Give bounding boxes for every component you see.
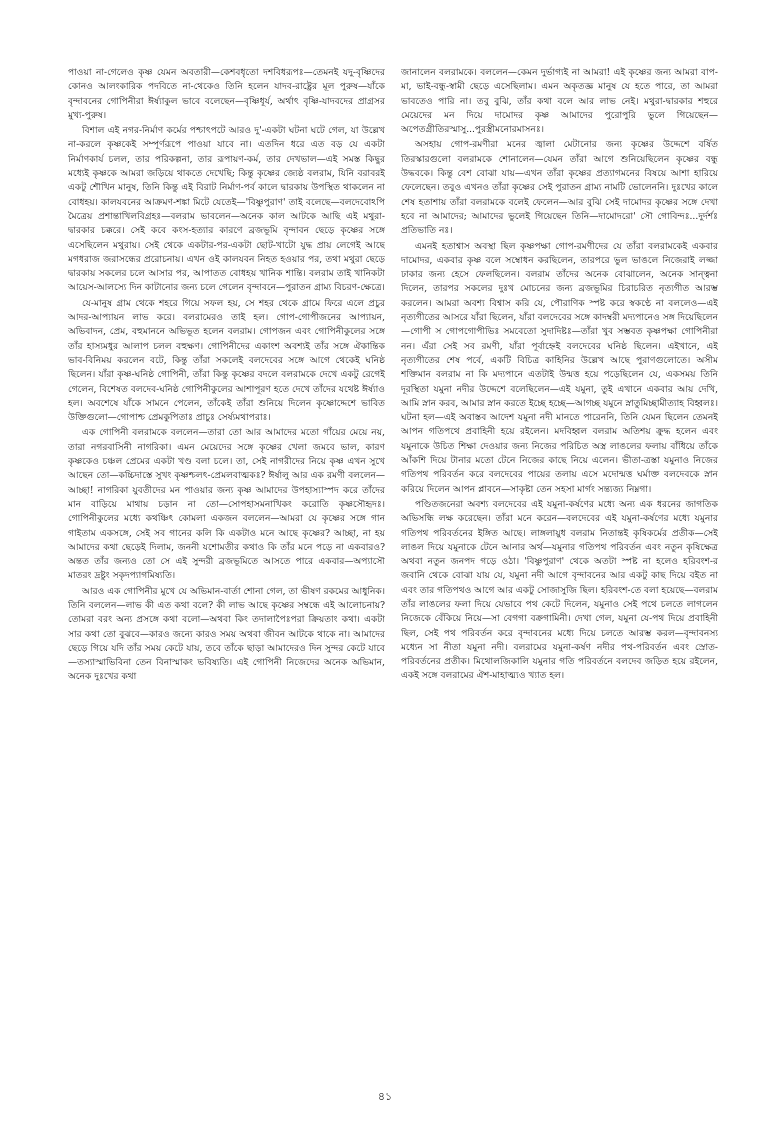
paragraph: আরও এক গোপিনীর মুখে যে অভিমান-বার্তা শোনা গেল, তা ভীষণ রকমের আধুনিক। তিনি বললেন—লাভ কী এত কথা বলে? কী লাভ আছে কৃষ্ণের সম্বন্ধে এই আলোচনায়? তোমরা বরং অন্য প্রসঙ্গে কথা বলো—অথবা কিং তদালাপৈঃপরা ক্রিয়তাং কথা। একটা সার কথা তো বুঝবে—কারও জন্যে কারও সময় অথবা জীবন আটকে থাকে না। আমাদের ছেড়ে গিয়ে যদি তাঁর সময় কেটে যায়, তবে তাঁকে ছাড়া আমাদেরও দিন সুন্দর কেটে যাবে—তস্যাস্মাভিবিনা তেন বিনাস্মাকং ভবিষ্যতি। এই গোপিনী নিজেদের অনেক অভিমান, অনেক দুঃখের কথা: [68, 586, 385, 683]
left-column: [68, 66, 385, 1076]
paragraph: এমনই হতাশ্বাস অবস্থা ছিল কৃষ্ণপক্ষা গোপ-রমণীদের যে তাঁরা বলরামকেই একবার দামোদর, একবার কৃষ্ণ বলে সম্বোধন করছিলেন, তারপরে ভুল ভাঙলে নিজেরাই লজ্জা ঢাকার জন্য হেসে ফেলছিলেন। বলরাম তাঁদের অনেক বোঝালেন, অনেক সান্ত্বনা দিলেন, তারপর সকলের দুঃখ মোচনের জন্য ব্রজভূমির চিরাচরিত নৃত্যগীত আরম্ভ করলেন। আমরা অবশ্য বিশ্বাস করি যে, পৌরাণিক স্পষ্ট করে স্বকণ্ঠে না বললেও—এই নৃত্যগীতের আসরে যাঁরা ছিলেন, যাঁরা বলদেবের সঙ্গে কাদম্বরী মদ্যপানেও সঙ্গ দিয়েছিলেন—গোপী স গোপগোপীভিঃ সমবেতো সুদাদিষ্টঃ—তাঁরা খুব সম্ভবত কৃষ্ণপক্ষা গোপিনীরা নন। এঁরা সেই সব রমণী, যাঁরা পূর্বাহ্নেই বলদেবের ঘনিষ্ঠ ছিলেন। এইখানে, এই নৃত্যগীতের শেষ পর্বে, একটি বিচিত্র কাহিনির উল্লেখ আছে পুরাণগুলোতে। অসীম শক্তিমান বলরাম না কি মদ্যপানে এতটাই উন্মত্ত হয়ে পড়েছিলেন যে, একসময় তিনি দূরস্থিতা যমুনা নদীর উদ্দেশে বলেছিলেন—এই যমুনা, তুই এখানে একবার আয় দেখি, আমি স্নান করব, আমার স্নান করতে ইচ্ছে হচ্ছে—আগচ্ছ যমুনে স্নাতুমিচ্ছামীত্যাহ বিহ্বলঃ। ঘটনা হল—এই অবাস্তব আদেশ যমুনা নদী মানতে পারেননি, তিনি যেমন ছিলেন তেমনই আপন গতিপথে প্রবাহিনী হয়ে রইলেন। মদবিহ্বল বলরাম অতিশয় ক্রুদ্ধ হলেন এবং যমুনাকে উচিত শিক্ষা দেওয়ার জন্য নিজের পরিচিত অস্ত্র লাঙলের ফলায় বাঁধিয়ে তাঁকে আঁকশি দিয়ে টানার মতো টেনে নিজের কাছে নিয়ে এলেন। ভীতা-ত্রস্তা যমুনাও নিজের গতিপথ পরিবর্তন করে বলদেবের পায়ের তলায় এসে মদোন্মত্ত ঘর্মাক্ত বলদেবকে স্নান করিয়ে দিলেন আপন প্লাবনে—সাকৃষ্টা তেন সহসা মার্গং সন্ত্যজ্য নিম্নগা।: [401, 241, 718, 495]
paragraph: এক গোপিনী বলরামকে বললেন—তারা তো আর আমাদের মতো গাঁয়ের মেয়ে নয়, তারা নগরবাসিনী নাগরিকা। এমন মেয়েদের সঙ্গে কৃষ্ণের খেলা জমবে ভাল, কারণ কৃষ্ণকেও চঞ্চল প্রেমের একটা খণ্ড বলা চলে। তা, সেই নাগরীদের নিয়ে কৃষ্ণ এখন সুখে আছেন তো—কচ্চিদাস্তে সুখং কৃষ্ণশ্চলৎ-প্রেমলবাত্মকঃ? ঈর্ষালু আর এক রমণী বললেন—আচ্ছা! নাগরিকা যুবতীদের মন পাওয়ার জন্য কৃষ্ণ আমাদের উপহাস্যাস্পদ করে তাঁদের মান বাড়িয়ে মাথায় চড়ান না তো—সোপহাসমনাখিকং করোতি কৃষ্ণসৌহৃদঃ। গোপিনীকুলের মধ্যে কথঞ্চিৎ কোমলা একজন বললেন—আমরা যে কৃষ্ণের সঙ্গে গান গাইতাম একসঙ্গে, সেই সব গানের কলি কি একটাও মনে আছে কৃষ্ণের? আচ্ছা, না হয় আমাদের কথা ছেড়েই দিলাম, জননী যশোমতীর কথাও কি তাঁর মনে পড়ে না একবারও? অন্তত তাঁর জন্যও তো সে এই সুন্দরী ব্রজভূমিতে আসতে পারে একবার—অপ্যাসৌ মাতরং দ্রষ্টুং সকৃদপ্যাগমিষ্যতি।: [68, 428, 385, 582]
paragraph: পণ্ডিতজনেরা অবশ্য বলদেবের এই যমুনা-কর্ষণের মধ্যে অন্য এক ধরনের জাগতিক অভিসন্ধি লক্ষ করেছেন। তাঁরা মনে করেন—বলদেবের এই যমুনা-কর্ষণের মধ্যে যমুনার গতিপথ পরিবর্তনের ইঙ্গিত আছে। লাঙ্গলায়ুধ বলরাম নিতান্তই কৃষিকর্মের প্রতীক—সেই লাঙল দিয়ে যমুনাকে টেনে আনার অর্থ—যমুনার গতিপথ পরিবর্তন এবং নতুন কৃষিক্ষেত্র অথবা নতুন জনপদ গড়ে ওঠা। 'বিষ্ণুপুরাণ' থেকে অতটা স্পষ্ট না হলেও হরিবংশ-র জবানি থেকে বোঝা যায় যে, যমুনা নদী আগে বৃন্দাবনের আর একটু কাছ দিয়ে বইত না এবং তার গতিপথও আগে আর একটু সোজাসুজি ছিল। হরিবংশ-তে বলা হয়েছে—বলরাম তাঁর লাঙলের ফলা দিয়ে যেভাবে পথ কেটে দিলেন, যমুনাও সেই পথে চলতে লাগলেন নিজেকে বেঁকিয়ে নিয়ে—সা বেগগা বক্রগামিনী। দেখা গেল, যমুনা যে-পথ দিয়ে প্রবাহিনী ছিল, সেই পথ পরিবর্তন করে বৃন্দাবনের মধ্যে দিয়ে চলতে আরম্ভ করল—বৃন্দাবনস্য মধ্যেন সা নীতা যমুনা নদী। বলরামের যমুনা-কর্ষণ নদীর পথ-পরিবর্তন এবং স্রোত-পরিবর্তনের প্রতীক। মিথোলজিকালি যমুনার গতি পরিবর্তনে বলদেব জড়িত হয়ে রইলেন, একই সঙ্গে বলরামের ঐশ-মাহাত্ম্যও খ্যাত হল।: [401, 499, 718, 682]
right-column: [401, 66, 718, 1076]
page-number: ৪১: [377, 1090, 393, 1103]
paragraph: যে-মানুষ গ্রাম থেকে শহরে গিয়ে সফল হয়, সে শহর থেকে গ্রামে ফিরে এলে প্রচুর আদর-আপ্যায়ন লাভ করে। বলরামেরও তাই হল। গোপ-গোপীজনের আপ্যায়ন, অভিবাদন, প্রেম, বহুমাননে অভিভূত হলেন বলরাম। গোপজন এবং গোপিনীকুলের সঙ্গে তাঁর হাস্যমধুর আলাপ চলল বহুক্ষণ। গোপিনীদের একাংশ অবশ্যই তাঁর সঙ্গে ঐকান্তিক ভাব-বিনিময় করলেন বটে, কিন্তু তাঁরা সকলেই বলদেবের সঙ্গে আগে থেকেই ঘনিষ্ঠ ছিলেন। যাঁরা কৃষ্ণ-ঘনিষ্ঠ গোপিনী, তাঁরা কিন্তু কৃষ্ণের বদলে বলরামকে দেখে একটু রেগেই গেলেন, বিশেষত বলদেব-ঘনিষ্ঠ গোপিনীকুলের আশাপূরণ হতে দেখে তাঁদের যথেষ্ট ঈর্ষ্যাও হল। অবশেষে যাঁকে সামনে পেলেন, তাঁকেই তাঁরা শুনিয়ে দিলেন কৃষ্ণোদ্দেশে ভাবিত উক্তিগুলো—গোপাশ্চ প্রেমকুপিতাঃ প্রাচুঃ সের্ষ্যমথাপরাঃ।: [68, 298, 385, 424]
paragraph: পাওয়া না-গেলেও কৃষ্ণ যেমন অবতারী—কেশবধৃতো দশবিধরূপঃ—তেমনই যদু-বৃষ্ণিদের কোনও আলংকারিক পদবিতে না-থেকেও তিনি হলেন যাদব-রাষ্ট্রের মূল পুরুষ—যাঁকে বৃন্দাবনের গোপিনীরা ঈর্ষ্যাকুল ভাবে বলেছেন—বৃষ্ণিধূর্য, অর্থাৎ বৃষ্ণি-যাদবদের প্রাগ্রসর মুখ্য-পুরুষ।: [68, 68, 385, 121]
paragraph: অসহায় গোপ-রমণীরা মনের জ্বালা মেটানোর জন্য কৃষ্ণের উদ্দেশে বর্ষিত তিরস্কারগুলো বলরামকে শোনালেন—যেমন তাঁরা আগে শুনিয়েছিলেন কৃষ্ণের বন্ধু উদ্ধবকে। কিন্তু বেশ বোঝা যায়—এখন তাঁরা কৃষ্ণের প্রত্যাগমনের বিষয়ে আশা হারিয়ে ফেলেছেন। তবুও এখনও তাঁরা কৃষ্ণের সেই পুরাতন গ্রাম্য নামটি ভোলেননি। দুঃখের কালে শেষ হতাশায় তাঁরা বলরামকে বলেই ফেলেন—আর বুঝি সেই দামোদর কৃষ্ণের সঙ্গে দেখা হবে না আমাদের; আমাদের ভুলেই গিয়েছেন তিনি—দামোদরো' সৌ গোবিন্দঃ...দুর্দর্শঃ প্রতিভাতি নঃ।: [401, 140, 718, 237]
paragraph: বিশাল এই নগর-নির্মাণ কর্মের পশ্চাৎপটে আরও দু'-একটা ঘটনা ঘটে গেল, যা উল্লেখ না-করলে কৃষ্ণকেই সম্পূর্ণরূপে পাওয়া যাবে না। এতদিন ধরে এত বড় যে একটা নির্মাণকার্য চলল, তার পরিকল্পনা, তার রূপায়ণ-কর্ম, তার দেখভাল—এই সমস্ত কিছুর মধ্যেই কৃষ্ণকে আমরা জড়িয়ে থাকতে দেখেছি; কিন্তু কৃষ্ণের জ্যেষ্ঠ বলরাম, যিনি বরাবরই একটু শৌখিন মানুষ, তিনি কিন্তু এই বিরাট নির্মাণ-পর্ব কালে দ্বারকায় উপস্থিত থাকলেন না বোধহয়। কালযবনের আক্রমণ-শঙ্কা মিটে যেতেই—'বিষ্ণুপুরাণ' তাই বলেছে—বলদেবোঽপি মৈত্রেয় প্রশান্তাখিলবিগ্রহঃ—বলরাম ভাবলেন—অনেক কাল আটকে আছি এই মথুরা-দ্বারকার চক্করে। সেই কবে কংস-হত্যার কারণে ব্রজভূমি বৃন্দাবন ছেড়ে কৃষ্ণের সঙ্গে এসেছিলেন মথুরায়। সেই থেকে একটার-পর-একটা ছোট-খাটো যুদ্ধ প্রায় লেগেই আছে মগধরাজ জরাসন্ধের প্ররোচনায়। এখন ওই কালযবন নিহত হওয়ার পর, তথা মথুরা ছেড়ে দ্বারকায় সকলের চলে আসার পর, আপাতত বোধহয় খানিক শান্তি। বলরাম তাই খানিকটা আয়েস-আলস্যে দিন কাটানোর জন্য চলে গেলেন বৃন্দাবনে—পুরাতন গ্রাম্য বিচরণ-ক্ষেত্রে।: [68, 126, 385, 294]
paragraph: জানালেন বলরামকে। বললেন—কেমন দুর্ভাগ্যই না আমরা! এই কৃষ্ণের জন্য আমরা বাপ-মা, ভাই-বন্ধু-স্বামী ছেড়ে এসেছিলাম। এমন অকৃতজ্ঞ মানুষ যে হতে পারে, তা আমরা ভাবতেও পারি না। তবু বুঝি, তাঁর কথা বলে আর লাভ নেই। মথুরা-দ্বারকার শহুরে মেয়েদের মন দিয়ে দামোদর কৃষ্ণ আমাদের পুরোপুরি ভুলে গিয়েছেন—অপেতগ্রীতিরস্মাসু...পুরস্ত্রীমনোরমাসনঃ।: [401, 68, 718, 136]
